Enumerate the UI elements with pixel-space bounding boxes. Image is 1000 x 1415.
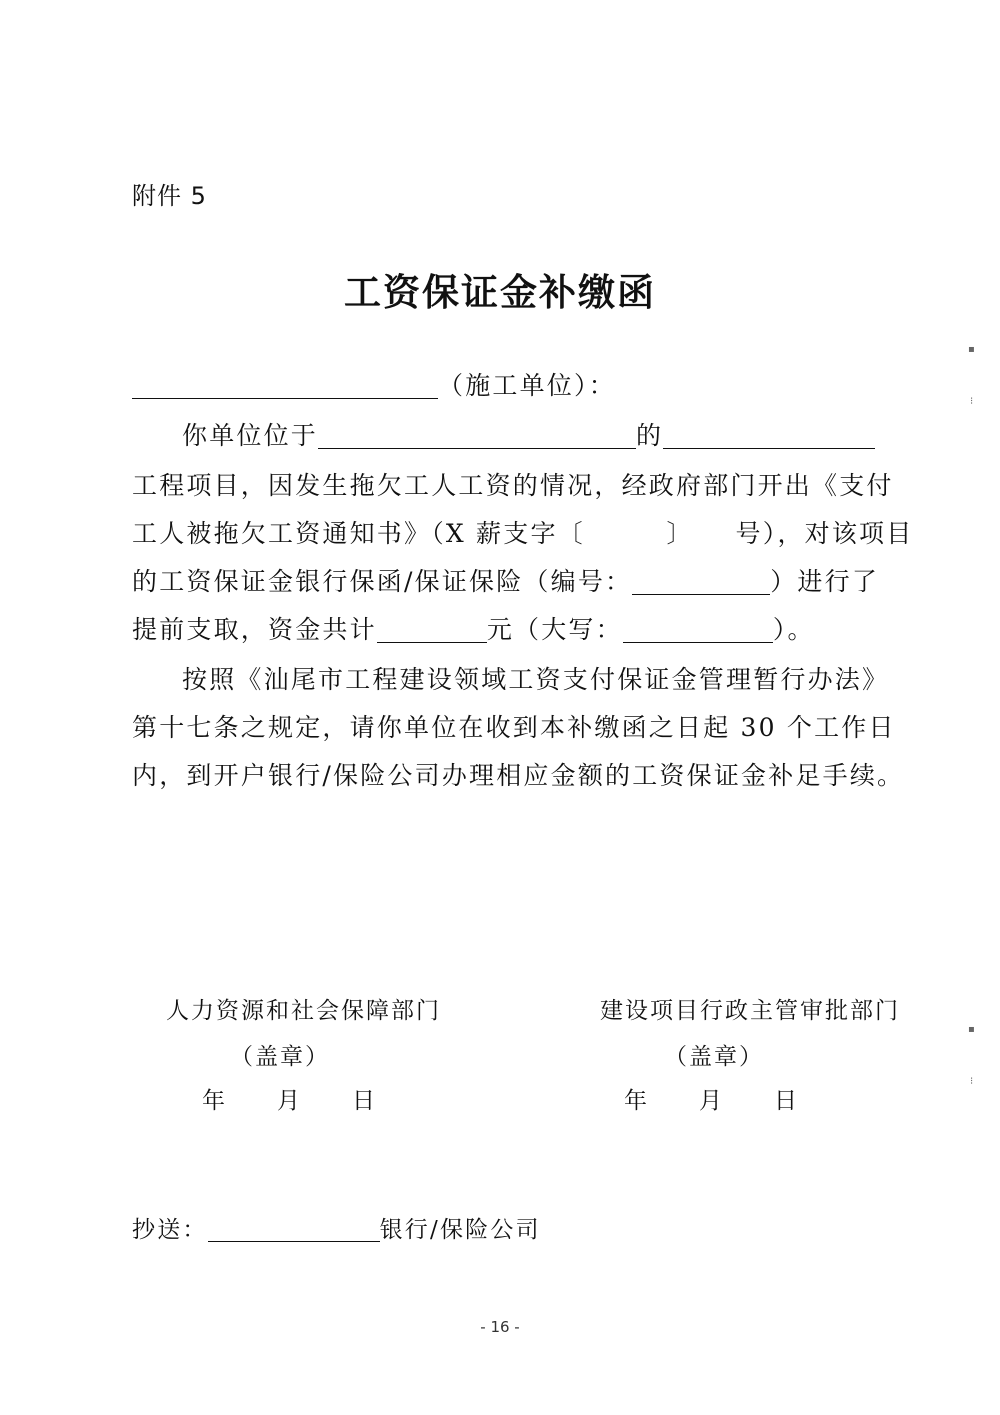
right-signature-seal: （盖章） [664,1044,764,1070]
body-line-3: 工人被拖欠工资通知书》（X 薪支字〔 〕 号），对该项目 [132,519,914,548]
cc-suffix: 银行/保险公司 [379,1217,541,1243]
left-signature-seal: （盖章） [230,1044,330,1070]
body-line-2: 工程项目，因发生拖欠工人工资的情况，经政府部门开出《支付 [132,471,894,500]
binding-mark: ▪ [968,1024,975,1035]
body-line-5 [132,614,892,646]
amount-in-words-blank[interactable] [623,616,773,643]
addressee-line [132,370,892,402]
left-signature-dept: 人力资源和社会保障部门 [166,998,441,1024]
body-text: ）。 [772,615,815,644]
binding-mark: ⁝ [970,396,974,407]
body-text: 元（大写： [486,615,623,644]
construction-unit-blank[interactable] [132,372,438,399]
guarantee-number-blank[interactable] [632,568,770,595]
right-signature-date: 年 月 日 [624,1088,799,1114]
binding-mark: ⁝ [970,1076,974,1087]
body-text: 你单位位于 [182,421,319,450]
addressee-suffix: （施工单位）： [438,371,616,400]
body-text: 提前支取，资金共计 [132,615,377,644]
project-name-blank[interactable] [663,422,875,449]
body-text: 的工资保证金银行保函/保证保险（编号： [132,567,633,596]
cc-label: 抄送： [132,1217,208,1243]
amount-blank[interactable] [377,616,487,643]
location-blank[interactable] [318,422,636,449]
body-text: ）进行了 [770,567,880,596]
document-title: 工资保证金补缴函 [344,270,656,314]
body-line-7: 第十七条之规定，请你单位在收到本补缴函之日起 30 个工作日 [132,713,896,742]
body-line-6: 按照《汕尾市工程建设领域工资支付保证金管理暂行办法》 [182,665,890,694]
body-line-4 [132,566,892,598]
cc-line [132,1214,892,1246]
attachment-label: 附件 5 [132,182,207,210]
binding-mark: ▪ [968,344,975,355]
bank-name-blank[interactable] [208,1215,380,1242]
page-number: - 16 - [480,1318,520,1336]
body-line-8: 内，到开户银行/保险公司办理相应金额的工资保证金补足手续。 [132,761,905,790]
body-text: 的 [636,421,664,450]
right-signature-dept: 建设项目行政主管审批部门 [600,998,900,1024]
left-signature-date: 年 月 日 [202,1088,377,1114]
body-line-1 [132,420,892,452]
